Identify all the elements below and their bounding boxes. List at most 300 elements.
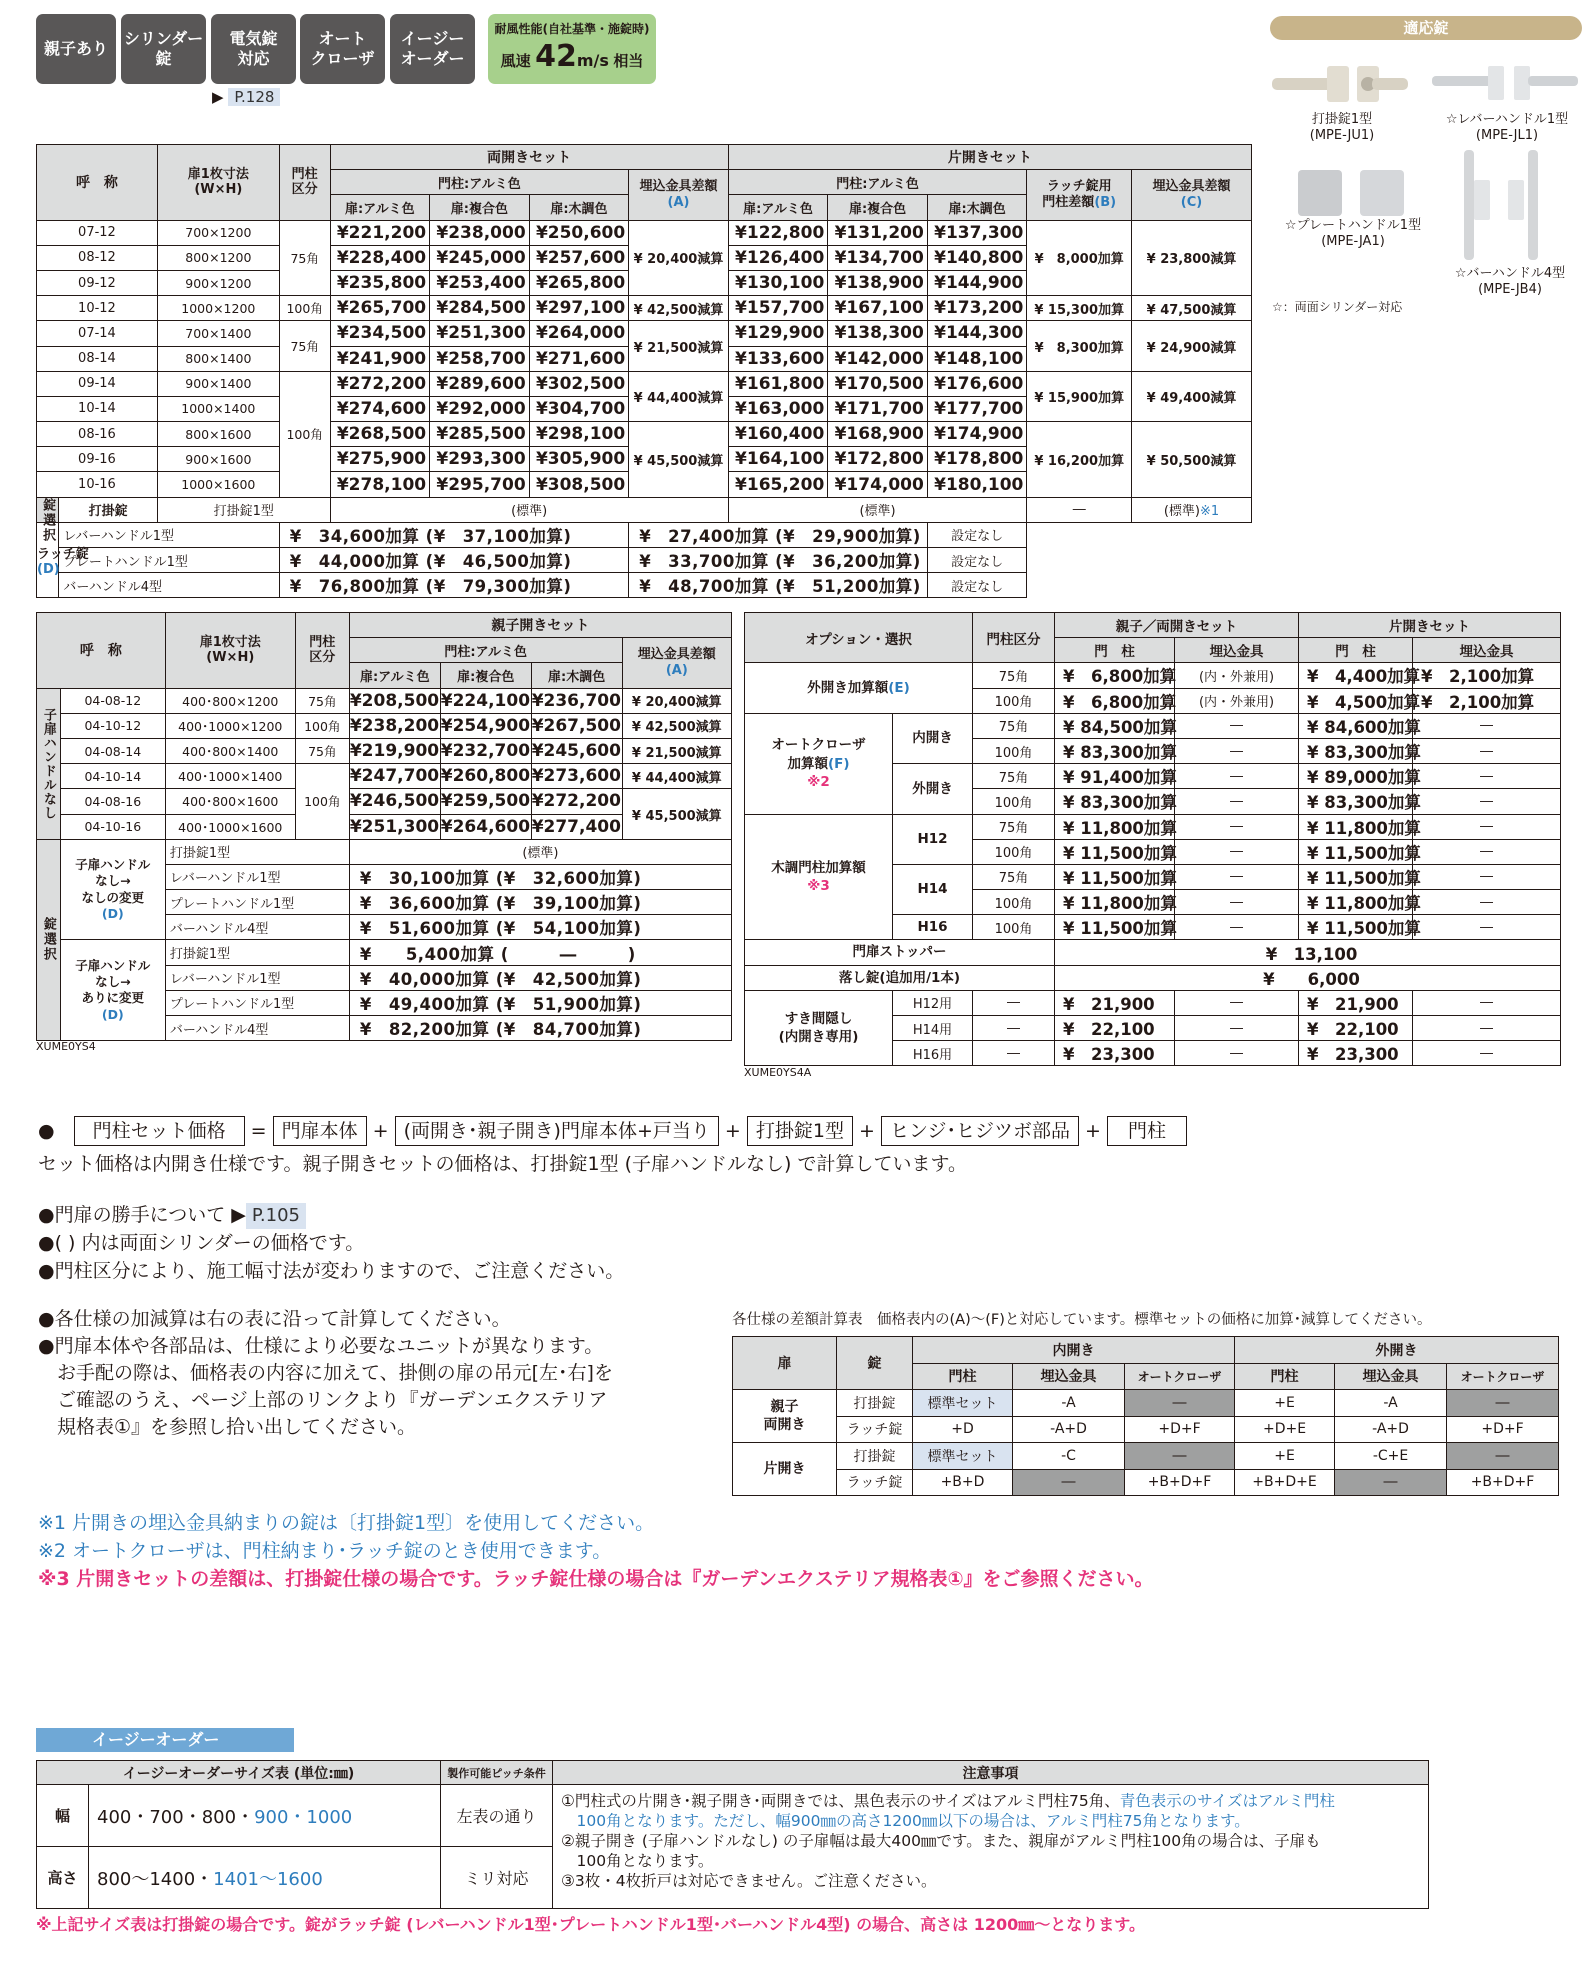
price-cell: ¥245,600 bbox=[531, 738, 622, 763]
table-row bbox=[37, 321, 1252, 346]
eo-height-label: 高さ bbox=[37, 1847, 89, 1909]
pillar-cell: 100角 bbox=[279, 296, 330, 321]
price-cell: ¥160,400 bbox=[728, 422, 828, 447]
table2-code: XUME0YS4 bbox=[36, 1040, 96, 1053]
height-cell: H14 bbox=[893, 864, 973, 914]
price-cell: ¥235,800 bbox=[330, 270, 430, 295]
drop-row bbox=[745, 965, 1561, 990]
diff-cell: +D bbox=[913, 1416, 1013, 1443]
embed-C-cell: ¥ 50,500減算 bbox=[1132, 422, 1252, 498]
embed-cell: ― bbox=[1175, 890, 1299, 915]
t3-th-col4: 埋込金具 bbox=[1413, 638, 1561, 663]
size-cell: 1000×1600 bbox=[157, 472, 279, 497]
diff-cell: ― bbox=[1447, 1390, 1559, 1417]
price-cell: ¥ 83,300加算 bbox=[1055, 738, 1175, 763]
eo-note-3: ③3枚・4枚折戸は対応できません。ご注意ください。 bbox=[561, 1872, 937, 1890]
latch-embed-cell: 設定なし bbox=[927, 573, 1027, 598]
name-cell: 04-08-14 bbox=[60, 738, 165, 763]
closer-row bbox=[745, 713, 1561, 738]
lock-price-cell: (標準) bbox=[349, 839, 731, 864]
embed-A-cell: ¥ 42,500減算 bbox=[622, 713, 731, 738]
locks-panel-title: 適応錠 bbox=[1270, 16, 1582, 40]
embed-cell: ― bbox=[1413, 864, 1561, 889]
th-color-wood: 扉:木調色 bbox=[529, 195, 629, 220]
embed-cell: ― bbox=[1175, 1041, 1299, 1066]
pillar-cell: ― bbox=[973, 1041, 1055, 1066]
embed-cell: (内・外兼用) bbox=[1175, 688, 1299, 713]
name-cell: 08-14 bbox=[37, 346, 158, 371]
dt-h-outward: 外開き bbox=[1235, 1337, 1559, 1364]
price-cell: ¥ 84,600加算 bbox=[1299, 713, 1413, 738]
outward-label: 外開き bbox=[893, 764, 973, 814]
bullets-calc: ●各仕様の加減算は右の表に沿って計算してください。 ●門扉本体や各部品は、仕様により必要なユニットが異なります。 お手配の際は、価格表の内容に加えて、掛側の扉の吊元[左･右]を ご確認のうえ、ページ上部のリンクより『ガーデンエクステリア 規格表①』を参照し拾い出してください。 bbox=[38, 1308, 613, 1438]
formula-term-3: 打掛錠1型 bbox=[747, 1116, 853, 1146]
price-cell: ¥165,200 bbox=[728, 472, 828, 497]
price-cell: ¥253,400 bbox=[430, 270, 530, 295]
eo-note-2: ②親子開き (子扉ハンドルなし) の子扉幅は最大400㎜です。また、親扉がアルミ門柱100角の場合は、子扉も 100角となります。 bbox=[561, 1832, 1321, 1870]
dt-h-closer: オートクローザ bbox=[1125, 1363, 1235, 1390]
lock-type-cell: レバーハンドル1型 bbox=[165, 864, 349, 889]
name-cell: 10-14 bbox=[37, 396, 158, 421]
embed-cell: ― bbox=[1175, 738, 1299, 763]
eo-h-size: イージーオーダーサイズ表 (単位:㎜) bbox=[37, 1761, 441, 1785]
th-color-alumi-2: 扉:アルミ色 bbox=[728, 195, 828, 220]
latch-double-cell: ¥ 44,000加算 (¥ 46,500加算) bbox=[279, 548, 628, 573]
price-cell: ¥277,400 bbox=[531, 814, 622, 839]
t3-th-option: オプション・選択 bbox=[745, 613, 973, 663]
price-cell: ¥250,600 bbox=[529, 220, 629, 245]
price-cell: ¥ 83,300加算 bbox=[1055, 789, 1175, 814]
name-cell: 09-12 bbox=[37, 270, 158, 295]
bullet-ref[interactable]: P.105 bbox=[246, 1203, 306, 1229]
latch-B-cell: ¥ 15,300加算 bbox=[1027, 296, 1132, 321]
eo-height-pitch: ミリ対応 bbox=[441, 1847, 553, 1909]
embed-cell: ― bbox=[1175, 839, 1299, 864]
latch-single-cell: ¥ 33,700加算 (¥ 36,200加算) bbox=[629, 548, 928, 573]
diff-row bbox=[733, 1416, 1559, 1443]
embed-cell: ― bbox=[1175, 814, 1299, 839]
lock-price-cell: ¥ 5,400加算 ( ― ) bbox=[349, 940, 731, 965]
lock-item-bar: ☆バーハンドル4型 (MPE-JB4) bbox=[1454, 266, 1566, 297]
dt-h-pillar: 門柱 bbox=[913, 1363, 1013, 1390]
embed-C-cell: ¥ 47,500減算 bbox=[1132, 296, 1252, 321]
door-cell: 片開き bbox=[733, 1443, 837, 1496]
price-cell: ¥302,500 bbox=[529, 371, 629, 396]
price-cell: ¥298,100 bbox=[529, 422, 629, 447]
lock-item-lever: ☆レバーハンドル1型 (MPE-JL1) bbox=[1445, 112, 1569, 143]
t2-th-size: 扉1枚寸法 (W×H) bbox=[165, 613, 295, 689]
size-cell: 400･800×1600 bbox=[165, 789, 295, 814]
price-cell: ¥144,300 bbox=[927, 321, 1027, 346]
name-cell: 10-12 bbox=[37, 296, 158, 321]
wind-line1: 耐風性能(自社基準・施錠時) bbox=[494, 22, 650, 36]
price-cell: ¥232,700 bbox=[440, 738, 531, 763]
embed-cell: ― bbox=[1413, 764, 1561, 789]
formula-note: セット価格は内開き仕様です。親子開きセットの価格は、打掛錠1型 (子扉ハンドルなし) で計算しています。 bbox=[38, 1153, 967, 1175]
dt-h-inward: 内開き bbox=[913, 1337, 1235, 1364]
price-cell: ¥134,700 bbox=[828, 245, 928, 270]
pillar-cell: 100角 bbox=[973, 688, 1055, 713]
pillar-cell: 75角 bbox=[279, 321, 330, 371]
t3-th-double: 親子／両開きセット bbox=[1055, 613, 1299, 638]
size-cell: 400･1000×1200 bbox=[165, 713, 295, 738]
diff-cell: -A bbox=[1013, 1390, 1125, 1417]
stopper-row bbox=[745, 940, 1561, 965]
formula-term-2: (両開き･親子開き)門扉本体+戸当り bbox=[395, 1116, 719, 1146]
height-cell: H14用 bbox=[893, 1016, 973, 1041]
eo-height-values: 800～1400・1401～1600 bbox=[89, 1847, 441, 1909]
wind-value: 42 bbox=[535, 39, 577, 74]
th-name: 呼 称 bbox=[37, 145, 158, 221]
t2-th-set: 親子開きセット bbox=[349, 613, 731, 638]
table-row bbox=[37, 764, 732, 789]
price-cell: ¥246,500 bbox=[349, 789, 440, 814]
diff-table bbox=[732, 1336, 1559, 1496]
hook-embed-std: (標準)※1 bbox=[1132, 497, 1252, 522]
embed-A-cell: ¥ 20,400減算 bbox=[629, 220, 729, 296]
price-cell: ¥284,500 bbox=[430, 296, 530, 321]
table-row bbox=[37, 688, 732, 713]
th-pillar: 門柱 区分 bbox=[279, 145, 330, 221]
th-color-mixed: 扉:複合色 bbox=[430, 195, 530, 220]
price-cell: ¥264,000 bbox=[529, 321, 629, 346]
price-cell: ¥144,900 bbox=[927, 270, 1027, 295]
name-cell: 04-10-12 bbox=[60, 713, 165, 738]
lock-type-cell: プレートハンドル1型 bbox=[165, 890, 349, 915]
size-cell: 800×1600 bbox=[157, 422, 279, 447]
price-cell: ¥260,800 bbox=[440, 764, 531, 789]
diff-cell: -A bbox=[1335, 1390, 1447, 1417]
price-table-oyako bbox=[36, 612, 732, 1041]
price-cell: ¥ 89,000加算 bbox=[1299, 764, 1413, 789]
stopper-label: 門扉ストッパー bbox=[745, 940, 1055, 965]
dt-h-embed-2: 埋込金具 bbox=[1335, 1363, 1447, 1390]
diff-row bbox=[733, 1390, 1559, 1417]
lock-cell: ラッチ錠 bbox=[837, 1416, 913, 1443]
embed-cell: ― bbox=[1175, 764, 1299, 789]
price-cell: ¥264,600 bbox=[440, 814, 531, 839]
bullet-parentheses: ●( ) 内は両面シリンダーの価格です。 bbox=[38, 1232, 365, 1254]
bar-handle-icon bbox=[1458, 150, 1558, 262]
price-cell: ¥161,800 bbox=[728, 371, 828, 396]
size-cell: 700×1200 bbox=[157, 220, 279, 245]
latch-type-cell: プレートハンドル1型 bbox=[59, 548, 279, 573]
tag-electric: 電気錠 対応 bbox=[211, 14, 296, 84]
th-embed-A: 埋込金具差額 (A) bbox=[629, 170, 729, 220]
price-cell: ¥138,900 bbox=[828, 270, 928, 295]
height-cell: H12用 bbox=[893, 990, 973, 1015]
lock-price-cell: ¥ 30,100加算 (¥ 32,600加算) bbox=[349, 864, 731, 889]
table-row bbox=[37, 713, 732, 738]
dt-h-closer-2: オートクローザ bbox=[1447, 1363, 1559, 1390]
size-cell: 400･800×1200 bbox=[165, 688, 295, 713]
latch-row bbox=[37, 522, 1252, 547]
tag-oyako: 親子あり bbox=[36, 14, 116, 84]
footnote-1: ※1 片開きの埋込金具納まりの錠は〔打掛錠1型〕を使用してください。 bbox=[38, 1512, 655, 1534]
latch-embed-cell: 設定なし bbox=[927, 522, 1027, 547]
price-cell: ¥ 11,500加算 bbox=[1055, 915, 1175, 940]
price-cell: ¥ 11,800加算 bbox=[1299, 814, 1413, 839]
hook-single-std: (標準) bbox=[728, 497, 1027, 522]
price-cell: ¥267,500 bbox=[531, 713, 622, 738]
name-cell: 08-16 bbox=[37, 422, 158, 447]
price-cell: ¥ 11,500加算 bbox=[1055, 864, 1175, 889]
name-cell: 04-08-16 bbox=[60, 789, 165, 814]
price-cell: ¥275,900 bbox=[330, 447, 430, 472]
price-cell: ¥268,500 bbox=[330, 422, 430, 447]
embed-cell: ― bbox=[1175, 713, 1299, 738]
t2-th-embed-A: 埋込金具差額 (A) bbox=[622, 638, 731, 688]
name-cell: 07-12 bbox=[37, 220, 158, 245]
price-cell: ¥142,000 bbox=[828, 346, 928, 371]
price-cell: ¥273,600 bbox=[531, 764, 622, 789]
pillar-cell: 100角 bbox=[295, 713, 349, 738]
price-cell: ¥129,900 bbox=[728, 321, 828, 346]
eo-h-notes: 注意事項 bbox=[553, 1761, 1429, 1785]
latch-type-cell: バーハンドル4型 bbox=[59, 573, 279, 598]
hook-lock-label: 打掛錠 bbox=[59, 497, 158, 522]
price-cell: ¥254,900 bbox=[440, 713, 531, 738]
lock-type-cell: レバーハンドル1型 bbox=[165, 965, 349, 990]
price-cell: ¥ 23,300 bbox=[1055, 1041, 1175, 1066]
embed-C-cell: ¥ 24,900減算 bbox=[1132, 321, 1252, 371]
embed-cell: ― bbox=[1175, 1016, 1299, 1041]
latch-type-cell: レバーハンドル1型 bbox=[59, 522, 279, 547]
price-cell: ¥126,400 bbox=[728, 245, 828, 270]
price-cell: ¥ 22,100 bbox=[1055, 1016, 1175, 1041]
price-cell: ¥ 6,800加算 bbox=[1055, 663, 1175, 688]
price-cell: ¥174,000 bbox=[828, 472, 928, 497]
price-cell: ¥ 21,900 bbox=[1055, 990, 1175, 1015]
price-cell: ¥122,800 bbox=[728, 220, 828, 245]
easy-order-bottom-note: ※上記サイズ表は打掛錠の場合です。錠がラッチ錠 (レバーハンドル1型･プレートハンドル1型･バーハンドル4型) の場合、高さは 1200㎜～となります。 bbox=[36, 1915, 1145, 1934]
latch-single-cell: ¥ 48,700加算 (¥ 51,200加算) bbox=[629, 573, 928, 598]
price-cell: ¥ 91,400加算 bbox=[1055, 764, 1175, 789]
name-cell: 04-10-14 bbox=[60, 764, 165, 789]
embed-A-cell: ¥ 21,500減算 bbox=[629, 321, 729, 371]
diff-cell: +B+D+E bbox=[1235, 1469, 1335, 1496]
price-cell: ¥257,600 bbox=[529, 245, 629, 270]
t3-th-pillar: 門柱区分 bbox=[973, 613, 1055, 663]
pillar-cell: 75角 bbox=[973, 814, 1055, 839]
embed-cell: ― bbox=[1175, 915, 1299, 940]
pillar-cell: 75角 bbox=[973, 764, 1055, 789]
pillar-cell: ― bbox=[973, 1016, 1055, 1041]
price-cell: ¥304,700 bbox=[529, 396, 629, 421]
price-cell: ¥140,800 bbox=[927, 245, 1027, 270]
pillar-cell: 75角 bbox=[295, 688, 349, 713]
price-cell: ¥238,000 bbox=[430, 220, 530, 245]
price-cell: ¥ 2,100加算 bbox=[1413, 663, 1561, 688]
price-cell: ¥167,100 bbox=[828, 296, 928, 321]
eo-h-pitch: 製作可能ピッチ条件 bbox=[441, 1761, 553, 1785]
price-cell: ¥ 83,300加算 bbox=[1299, 789, 1413, 814]
price-cell: ¥148,100 bbox=[927, 346, 1027, 371]
dt-h-embed: 埋込金具 bbox=[1013, 1363, 1125, 1390]
embed-C-cell: ¥ 23,800減算 bbox=[1132, 220, 1252, 296]
diff-cell: 標準セット bbox=[913, 1390, 1013, 1417]
price-cell: ¥ 11,500加算 bbox=[1299, 839, 1413, 864]
latch-B-cell: ¥ 16,200加算 bbox=[1027, 422, 1132, 498]
latch-B-cell: ¥ 8,000加算 bbox=[1027, 220, 1132, 296]
formula-line: ● 門柱セット価格 = 門扉本体 + (両開き･親子開き)門扉本体+戸当り + 打掛錠1型 + ヒンジ･ヒジツボ部品 + 門柱 bbox=[38, 1116, 1187, 1146]
pillar-cell: 100角 bbox=[279, 371, 330, 497]
tag-cylinder: シリンダー 錠 bbox=[121, 14, 206, 84]
diff-cell: -A+D bbox=[1335, 1416, 1447, 1443]
diff-row bbox=[733, 1443, 1559, 1470]
price-cell: ¥170,500 bbox=[828, 371, 928, 396]
formula-term-5: 門柱 bbox=[1107, 1116, 1187, 1146]
latch-single-cell: ¥ 27,400加算 (¥ 29,900加算) bbox=[629, 522, 928, 547]
dt-h-pillar-2: 門柱 bbox=[1235, 1363, 1335, 1390]
lock-price-cell: ¥ 82,200加算 (¥ 84,700加算) bbox=[349, 1016, 731, 1041]
price-cell: ¥265,700 bbox=[330, 296, 430, 321]
name-cell: 08-12 bbox=[37, 245, 158, 270]
eo-width-pitch: 左表の通り bbox=[441, 1785, 553, 1847]
diff-cell: -C+E bbox=[1335, 1443, 1447, 1470]
size-cell: 900×1600 bbox=[157, 447, 279, 472]
price-cell: ¥274,600 bbox=[330, 396, 430, 421]
pillar-cell: 75角 bbox=[973, 663, 1055, 688]
hook-lock-type: 打掛錠1型 bbox=[157, 497, 330, 522]
formula-term-4: ヒンジ･ヒジツボ部品 bbox=[881, 1116, 1079, 1146]
hook-latch-dash: ― bbox=[1027, 497, 1132, 522]
diff-cell: +D+F bbox=[1447, 1416, 1559, 1443]
embed-A-cell: ¥ 42,500減算 bbox=[629, 296, 729, 321]
embed-A-cell: ¥ 45,500減算 bbox=[622, 789, 731, 839]
latch-double-cell: ¥ 76,800加算 (¥ 79,300加算) bbox=[279, 573, 628, 598]
diff-cell: +D+E bbox=[1235, 1416, 1335, 1443]
diff-cell: +D+F bbox=[1125, 1416, 1235, 1443]
diff-row bbox=[733, 1469, 1559, 1496]
pillar-cell: 100角 bbox=[295, 764, 349, 840]
size-cell: 700×1400 bbox=[157, 321, 279, 346]
price-cell: ¥ 2,100加算 bbox=[1413, 688, 1561, 713]
easy-order-title: イージーオーダー bbox=[36, 1728, 294, 1752]
embed-cell: ― bbox=[1175, 864, 1299, 889]
diff-cell: ― bbox=[1125, 1390, 1235, 1417]
price-cell: ¥173,200 bbox=[927, 296, 1027, 321]
price-cell: ¥221,200 bbox=[330, 220, 430, 245]
table-row bbox=[37, 220, 1252, 245]
t2-th-color-wood: 扉:木調色 bbox=[531, 663, 622, 688]
gap-row bbox=[745, 990, 1561, 1015]
lock-item-plate: ☆プレートハンドル1型 (MPE-JA1) bbox=[1284, 218, 1422, 249]
lock-select-label: 錠選択 bbox=[37, 497, 59, 522]
t2-th-pillar: 門柱 区分 bbox=[295, 613, 349, 689]
th-alumi-pillar-2: 門柱:アルミ色 bbox=[728, 170, 1027, 195]
size-cell: 1000×1400 bbox=[157, 396, 279, 421]
price-cell: ¥157,700 bbox=[728, 296, 828, 321]
lock-type-cell: プレートハンドル1型 bbox=[165, 990, 349, 1015]
price-cell: ¥289,600 bbox=[430, 371, 530, 396]
tag-closer: オート クローザ bbox=[300, 14, 385, 84]
lock-hook-icon bbox=[1272, 60, 1412, 110]
size-cell: 400･1000×1600 bbox=[165, 814, 295, 839]
lock-cell: ラッチ錠 bbox=[837, 1469, 913, 1496]
lock-item-hook: 打掛錠1型 (MPE-JU1) bbox=[1309, 112, 1375, 143]
outside-label: 外開き加算額(E) bbox=[745, 663, 973, 713]
price-cell: ¥251,300 bbox=[349, 814, 440, 839]
diff-cell: 標準セット bbox=[913, 1443, 1013, 1470]
price-cell: ¥ 4,400加算 bbox=[1299, 663, 1413, 688]
page-ref-link[interactable]: ▶ P.128 bbox=[212, 88, 280, 106]
diff-cell: ― bbox=[1125, 1443, 1235, 1470]
t3-th-col3: 門 柱 bbox=[1299, 638, 1413, 663]
diff-cell: ― bbox=[1335, 1469, 1447, 1496]
price-cell: ¥258,700 bbox=[430, 346, 530, 371]
stopper-price: ¥ 13,100 bbox=[1055, 940, 1561, 965]
drop-price: ¥ 6,000 bbox=[1055, 965, 1561, 990]
embed-cell: ― bbox=[1175, 789, 1299, 814]
embed-cell: ― bbox=[1413, 915, 1561, 940]
embed-cell: ― bbox=[1175, 990, 1299, 1015]
price-cell: ¥ 11,800加算 bbox=[1055, 814, 1175, 839]
table-row bbox=[37, 296, 1252, 321]
lock-cell: 打掛錠 bbox=[837, 1443, 913, 1470]
price-cell: ¥224,100 bbox=[440, 688, 531, 713]
price-cell: ¥130,100 bbox=[728, 270, 828, 295]
table-row bbox=[37, 789, 732, 814]
embed-cell: ― bbox=[1413, 789, 1561, 814]
embed-A-cell: ¥ 44,400減算 bbox=[622, 764, 731, 789]
pillar-cell: 75角 bbox=[295, 738, 349, 763]
latch-B-cell: ¥ 15,900加算 bbox=[1027, 371, 1132, 421]
height-cell: H16用 bbox=[893, 1041, 973, 1066]
price-cell: ¥168,900 bbox=[828, 422, 928, 447]
price-cell: ¥ 11,500加算 bbox=[1299, 864, 1413, 889]
outside-row bbox=[745, 663, 1561, 688]
price-cell: ¥ 11,800加算 bbox=[1055, 890, 1175, 915]
price-cell: ¥259,500 bbox=[440, 789, 531, 814]
price-cell: ¥171,700 bbox=[828, 396, 928, 421]
th-single-set: 片開きセット bbox=[728, 145, 1251, 170]
lock-price-cell: ¥ 36,600加算 (¥ 39,100加算) bbox=[349, 890, 731, 915]
price-cell: ¥228,400 bbox=[330, 245, 430, 270]
latch-row bbox=[37, 573, 1252, 598]
pillar-cell: 100角 bbox=[973, 915, 1055, 940]
price-cell: ¥308,500 bbox=[529, 472, 629, 497]
embed-cell: ― bbox=[1413, 1016, 1561, 1041]
t3-th-col2: 埋込金具 bbox=[1175, 638, 1299, 663]
lock-price-cell: ¥ 51,600加算 (¥ 54,100加算) bbox=[349, 915, 731, 940]
price-cell: ¥177,700 bbox=[927, 396, 1027, 421]
embed-A-cell: ¥ 44,400減算 bbox=[629, 371, 729, 421]
price-table-main bbox=[36, 144, 1252, 598]
latch-double-cell: ¥ 34,600加算 (¥ 37,100加算) bbox=[279, 522, 628, 547]
formula-term-0: 門柱セット価格 bbox=[74, 1116, 245, 1146]
pillar-cell: 75角 bbox=[973, 864, 1055, 889]
options-table bbox=[744, 612, 1561, 1066]
dt-h-lock: 錠 bbox=[837, 1337, 913, 1390]
door-cell: 親子 両開き bbox=[733, 1390, 837, 1443]
formula-term-1: 門扉本体 bbox=[273, 1116, 367, 1146]
wood-label: 木調門柱加算額 ※3 bbox=[745, 814, 893, 940]
price-cell: ¥293,300 bbox=[430, 447, 530, 472]
dt-h-door: 扉 bbox=[733, 1337, 837, 1390]
price-cell: ¥ 4,500加算 bbox=[1299, 688, 1413, 713]
price-cell: ¥172,800 bbox=[828, 447, 928, 472]
price-cell: ¥ 6,800加算 bbox=[1055, 688, 1175, 713]
lock-row bbox=[37, 940, 732, 965]
height-cell: H16 bbox=[893, 915, 973, 940]
diff-cell: ― bbox=[1013, 1469, 1125, 1496]
pillar-cell: 75角 bbox=[973, 713, 1055, 738]
price-cell: ¥ 11,500加算 bbox=[1299, 915, 1413, 940]
footnote-3: ※3 片開きセットの差額は、打掛錠仕様の場合です。ラッチ錠仕様の場合は『ガーデンエクステリア規格表①』をご参照ください。 bbox=[38, 1568, 1154, 1590]
locks-panel-note: ☆：両面シリンダー対応 bbox=[1272, 300, 1403, 314]
price-cell: ¥180,100 bbox=[927, 472, 1027, 497]
